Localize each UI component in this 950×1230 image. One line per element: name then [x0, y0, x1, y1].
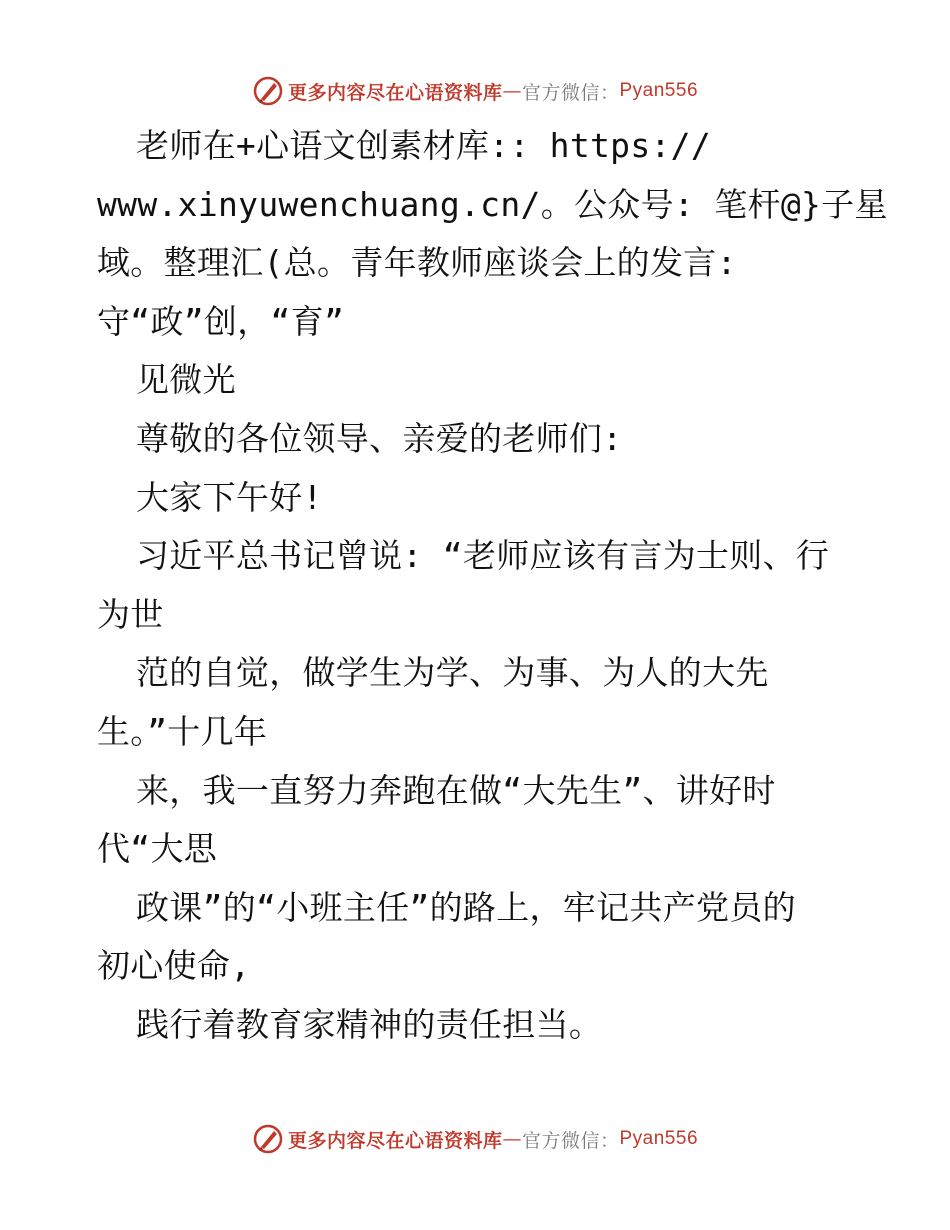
footer-brand-text: 更多内容尽在心语资料库	[287, 1129, 503, 1152]
text-line: 初心使命,	[97, 946, 251, 986]
text-line: 见微光	[136, 360, 236, 400]
footer-wechat-id: Pyan556	[619, 1128, 699, 1149]
header-official-label: 官方微信：	[521, 81, 620, 104]
text-line: 为世	[97, 594, 164, 634]
header-brand-text: 更多内容尽在心语资料库	[287, 81, 503, 104]
text-line: 大家下午好!	[136, 477, 323, 517]
text-line: www.xinyuwenchuang.cn/。公众号: 笔杆@}子星	[97, 184, 888, 224]
text-line: 代“大思	[97, 829, 218, 869]
text-line: 范的自觉，做学生为学、为事、为人的大先	[136, 653, 769, 693]
header-dash: —	[502, 80, 522, 102]
document-body	[97, 117, 897, 1055]
header-wechat-id: Pyan556	[619, 80, 699, 101]
quill-pen-logo-icon	[252, 1123, 284, 1155]
text-line: 守“政”创，“育”	[97, 301, 345, 341]
footer-banner	[0, 1119, 950, 1159]
text-line: 尊敬的各位领导、亲爱的老师们:	[136, 418, 623, 458]
text-line: 政课”的“小班主任”的路上，牢记共产党员的	[136, 887, 796, 927]
text-line: 习近平总书记曾说: “老师应该有言为士则、行	[136, 536, 830, 576]
footer-official-label: 官方微信：	[521, 1129, 620, 1152]
text-line: 来，我一直努力奔跑在做“大先生”、讲好时	[136, 770, 776, 810]
header-banner	[0, 71, 950, 111]
text-line: 践行着教育家精神的责任担当。	[136, 1004, 603, 1044]
text-line: 老师在+心语文创素材库:: https://	[136, 126, 712, 165]
text-line: 域。整理汇(总。青年教师座谈会上的发言:	[97, 243, 737, 283]
quill-pen-logo-icon	[252, 75, 284, 107]
text-line: 生。”十几年	[97, 711, 268, 751]
footer-dash: —	[502, 1128, 522, 1150]
